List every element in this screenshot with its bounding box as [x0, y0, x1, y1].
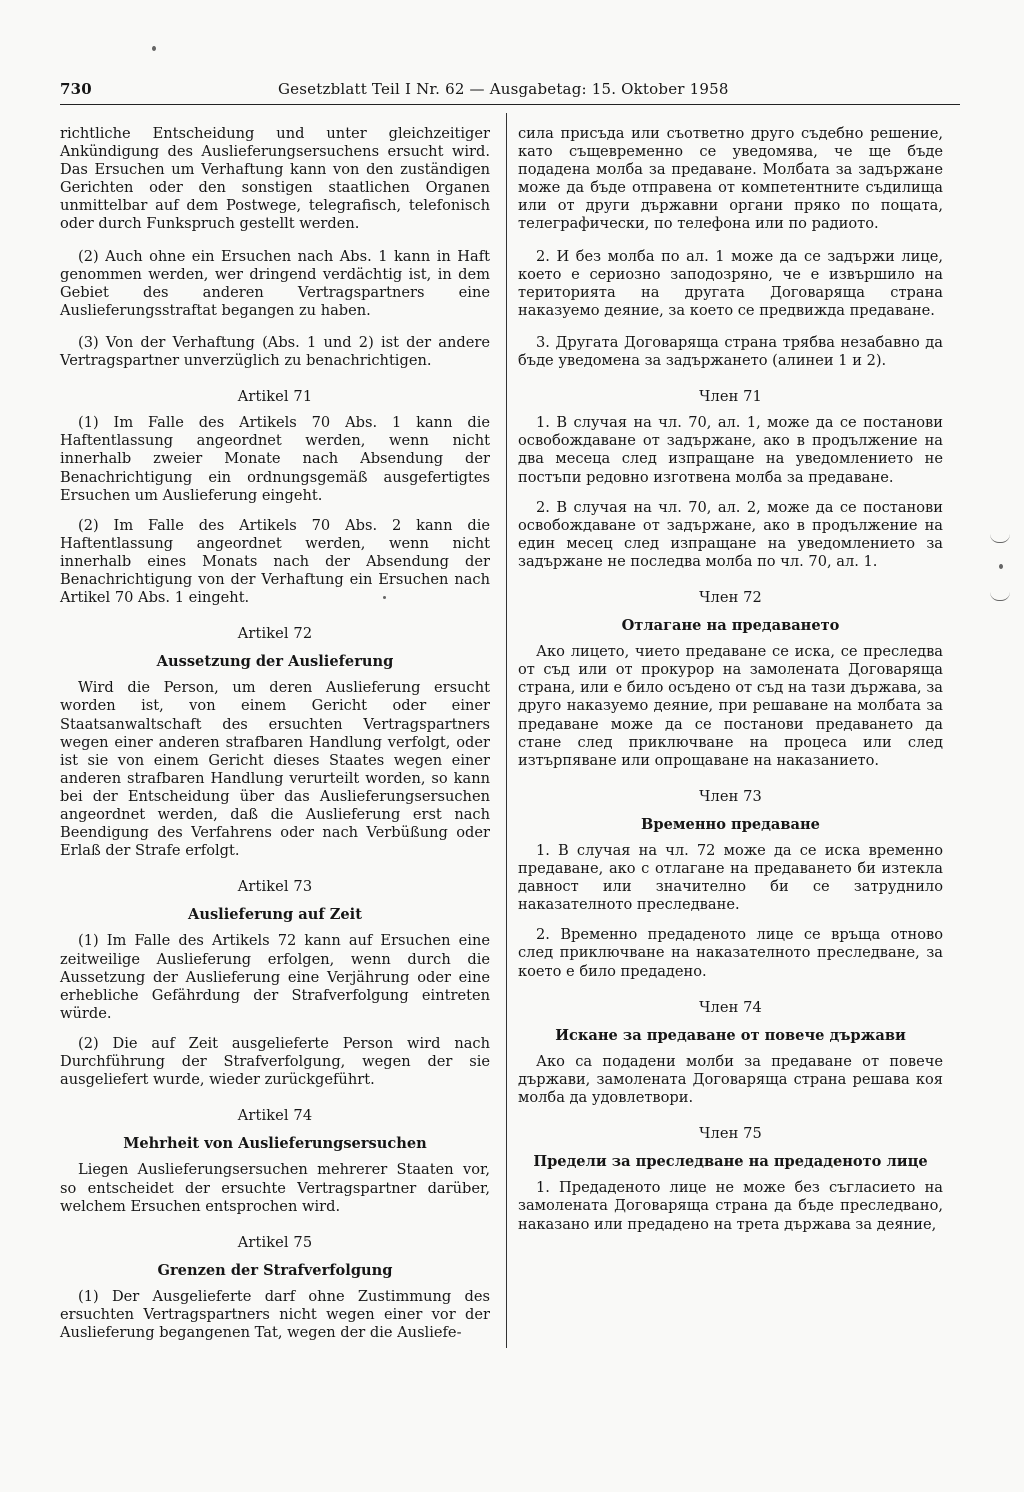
paragraph: richtliche Entscheidung und unter gleichzeitiger Ankündigung des Auslieferungsersuchens ersucht wird. Das Ersuchen um Verhaftung kann von den zuständigen Gerichten oder den sonstigen staatlichen Organen unmittelbar auf dem Postwege, telegrafisch, telefonisch oder durch Funkspruch gestellt werden. — [60, 125, 490, 233]
article-heading: Член 72 — [699, 588, 762, 606]
article-subheading: Искане за предаване от повече държави — [555, 1026, 906, 1044]
paragraph: 1. Предаденото лице не може без съгласието на замолената Договаряща страна да бъде преследвано, наказано или предадено на трета държава за деяние, — [518, 1179, 943, 1233]
paragraph: (1) Im Falle des Artikels 72 kann auf Ersuchen eine zeitweilige Auslieferung erfolgen, wenn durch die Aussetzung der Auslieferung eine Verjährung oder eine erhebliche Gefährdung der Strafverfolgung eintreten würde. — [60, 932, 490, 1022]
bulgarian-column — [518, 125, 943, 1234]
article-subheading: Mehrheit von Auslieferungsersuchen — [123, 1135, 427, 1153]
article-heading: Artikel 75 — [237, 1233, 313, 1251]
paragraph: (2) Im Falle des Artikels 70 Abs. 2 kann die Haftentlassung angeordnet werden, wenn nicht innerhalb eines Monats nach der Absendung der Benachrichtigung von der Verhaftung ein Ersuchen nach Artikel 70 Abs. 1 eingeht. — [60, 516, 490, 607]
article-heading: Член 74 — [699, 998, 762, 1016]
article-heading: Artikel 72 — [237, 625, 313, 643]
page-number: 730 — [60, 80, 92, 98]
scan-speck — [152, 46, 156, 51]
paragraph: (2) Die auf Zeit ausgelieferte Person wird nach Durchführung der Strafverfolgung, wegen der sie ausgeliefert wurde, wieder zurückgeführt. — [60, 1034, 490, 1089]
paragraph: Liegen Auslieferungsersuchen mehrerer Staaten vor, so entscheidet der ersuchte Vertragspartner darüber, welchem Ersuchen entsprochen wird. — [60, 1161, 490, 1215]
paragraph: 2. Временно предаденото лице се връща отново след приключване на наказателното преследване, за което е било предадено. — [518, 926, 943, 980]
page-header — [60, 80, 960, 104]
article-heading: Artikel 71 — [237, 388, 313, 406]
article-heading: Член 71 — [699, 388, 762, 406]
article-subheading: Предели за преследване на предаденото лице — [533, 1153, 928, 1171]
paragraph: Ако лицето, чието предаване се иска, се преследва от съд или от прокурор на замолената Договаряща страна, или е било осъдено от съд на тази държава, за друго наказуемо деяние, при решаване на молбата за предаване може да се постанови предаването да стане след приключване на процеса или след изтърпяване или опрощаване на наказанието. — [518, 643, 943, 769]
paragraph: Ако са подадени молби за предаване от повече държави, замолената Договаряща страна решава коя молба да удовлетвори. — [518, 1052, 943, 1107]
paragraph: Wird die Person, um deren Auslieferung ersucht worden ist, von einem Gericht oder einer Staatsanwaltschaft des ersuchten Vertragspartners wegen einer anderen strafbaren Handlung verfolgt, oder ist sie von einem Gericht dieses Staates wegen einer anderen strafbaren Handlung verurteilt worden, so kann bei der Entscheidung über das Auslieferungsersuchen angeordnet werden, daß die Auslieferung erst nach Beendigung des Verfahrens oder nach Verbüßung oder Erlaß der Strafe erfolgt. — [60, 679, 490, 860]
paragraph: 3. Другата Договаряща страна трябва незабавно да бъде уведомена за задържането (алинеи 1 и 2). — [518, 333, 943, 370]
article-subheading: Отлагане на предаването — [621, 617, 840, 635]
article-heading: Член 73 — [699, 787, 762, 805]
article-heading: Член 75 — [699, 1125, 762, 1143]
paragraph: 2. И без молба по ал. 1 може да се задържи лице, което е сериозно заподозряно, че е извършило на територията на другата Договаряща страна наказуемо деяние, за което се предвижда предаване. — [518, 247, 943, 319]
scan-speck — [383, 596, 386, 599]
article-heading: Artikel 73 — [237, 878, 313, 896]
column-divider — [506, 113, 507, 1348]
paragraph: сила присъда или съответно друго съдебно решение, като същевременно се уведомява, че ще бъде подадена молба за предаване. Молбата за задържане може да бъде отправена от компетентните съдилища или от други държавни органи пряко по пощата, телеграфически, по телефона или по радиото. — [518, 125, 943, 233]
paragraph: 1. В случая на чл. 72 може да се иска временно предаване, ако с отлагане на предаването би изтекла давност или значително би се затруднило наказателното преследване. — [518, 842, 943, 914]
margin-scan-mark — [990, 592, 1010, 601]
page-title: Gesetzblatt Teil I Nr. 62 — Ausgabetag: 15. Oktober 1958 — [278, 80, 729, 98]
paragraph: (2) Auch ohne ein Ersuchen nach Abs. 1 kann in Haft genommen werden, wer dringend verdächtig ist, in dem Gebiet des anderen Vertragspartners eine Auslieferungsstraftat begangen zu haben. — [60, 247, 490, 319]
scan-speck — [999, 564, 1003, 569]
article-subheading: Временно предаване — [641, 815, 820, 833]
header-rule — [60, 104, 960, 105]
paragraph: (1) Der Ausgelieferte darf ohne Zustimmung des ersuchten Vertragspartners nicht wegen einer vor der Auslieferung begangenen Tat, wegen der die Ausliefe- — [60, 1287, 490, 1342]
paragraph: 2. В случая на чл. 70, ал. 2, може да се постанови освобождаване от задържане, ако в продължение на един месец след изпращане на уведомлението за задържане не последва молба по чл. 70, ал. 1. — [518, 498, 943, 570]
paragraph: (1) Im Falle des Artikels 70 Abs. 1 kann die Haftentlassung angeordnet werden, wenn nicht innerhalb zweier Monate nach Absendung der Benachrichtigung ein ordnungsgemäß ausgefertigtes Ersuchen um Auslieferung eingeht. — [60, 414, 490, 504]
article-heading: Artikel 74 — [237, 1107, 313, 1125]
paragraph: 1. В случая на чл. 70, ал. 1, може да се постанови освобождаване от задържане, ако в продължение на два месеца след изпращане на уведомлението не постъпи редовно изготвена молба за предаване. — [518, 414, 943, 486]
german-column — [60, 125, 490, 1342]
article-subheading: Aussetzung der Auslieferung — [156, 653, 394, 671]
article-subheading: Auslieferung auf Zeit — [188, 906, 362, 924]
margin-scan-mark — [990, 534, 1010, 543]
paragraph: (3) Von der Verhaftung (Abs. 1 und 2) ist der andere Vertragspartner unverzüglich zu benachrichtigen. — [60, 333, 490, 370]
article-subheading: Grenzen der Strafverfolgung — [157, 1261, 393, 1279]
